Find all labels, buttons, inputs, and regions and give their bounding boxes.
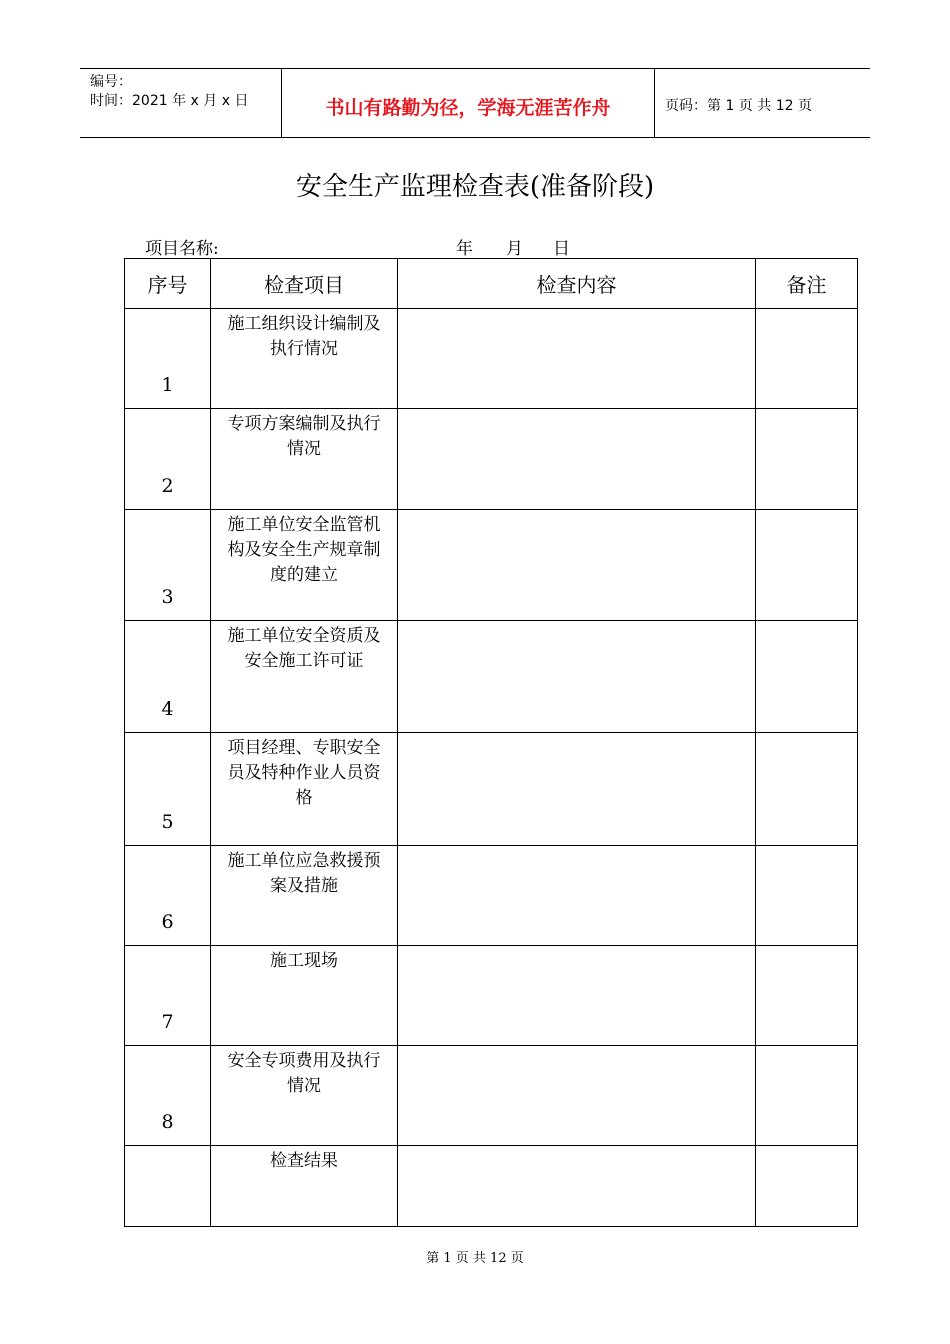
check-item-cell: 安全专项费用及执行情况 <box>211 1046 398 1146</box>
table-row <box>125 846 858 946</box>
table-body <box>125 309 858 1227</box>
remark-cell[interactable] <box>756 733 858 846</box>
check-item-cell: 专项方案编制及执行情况 <box>211 409 398 510</box>
row-number-cell <box>125 733 211 846</box>
row-number-cell <box>125 510 211 621</box>
inspection-table <box>124 258 858 1227</box>
table-row <box>125 1046 858 1146</box>
row-number-cell <box>125 1046 211 1146</box>
row-number: 4 <box>161 698 174 720</box>
table-header-row <box>125 259 858 309</box>
day-label: 日 <box>553 239 570 259</box>
month-label: 月 <box>506 239 523 259</box>
check-content-cell[interactable] <box>398 1046 756 1146</box>
row-number: 3 <box>161 586 174 608</box>
table-row <box>125 409 858 510</box>
project-name-label: 项目名称: <box>145 239 219 259</box>
row-number-cell <box>125 621 211 733</box>
table-row <box>125 309 858 409</box>
table-row <box>125 1146 858 1227</box>
table-row <box>125 621 858 733</box>
check-item-cell: 施工单位安全资质及安全施工许可证 <box>211 621 398 733</box>
check-content-cell[interactable] <box>398 946 756 1046</box>
column-header-remark: 备注 <box>756 259 858 309</box>
check-content-cell[interactable] <box>398 621 756 733</box>
remark-cell[interactable] <box>756 846 858 946</box>
check-item-cell: 检查结果 <box>211 1146 398 1227</box>
remark-cell[interactable] <box>756 1046 858 1146</box>
table-row <box>125 946 858 1046</box>
row-number: 1 <box>161 374 174 396</box>
document-title: 安全生产监理检查表(准备阶段) <box>295 172 655 202</box>
remark-cell[interactable] <box>756 946 858 1046</box>
header-slogan: 书山有路勤为径，学海无涯苦作舟 <box>325 97 611 119</box>
check-content-cell[interactable] <box>398 733 756 846</box>
check-content-cell[interactable] <box>398 846 756 946</box>
time-text: 时间：2021 年 x 月 x 日 <box>90 93 249 109</box>
page-footer: 第 1 页 共 12 页 <box>426 1251 524 1266</box>
header-page-info: 页码：第 1 页 共 12 页 <box>665 98 812 114</box>
header-left <box>90 73 248 111</box>
column-header-item: 检查项目 <box>211 259 398 309</box>
year-label: 年 <box>456 239 473 259</box>
check-item-cell: 施工现场 <box>211 946 398 1046</box>
page-header <box>80 68 870 138</box>
check-item-cell: 施工组织设计编制及执行情况 <box>211 309 398 409</box>
column-header-no: 序号 <box>125 259 211 309</box>
remark-cell[interactable] <box>756 621 858 733</box>
remark-cell[interactable] <box>756 309 858 409</box>
header-divider <box>654 69 655 137</box>
row-number: 8 <box>161 1111 174 1133</box>
column-header-content: 检查内容 <box>398 259 756 309</box>
row-number: 5 <box>161 811 174 833</box>
check-content-cell[interactable] <box>398 409 756 510</box>
code-label: 编号： <box>90 74 132 90</box>
row-number-cell <box>125 409 211 510</box>
check-content-cell[interactable] <box>398 309 756 409</box>
row-number: 2 <box>161 475 174 497</box>
table-row <box>125 510 858 621</box>
check-content-cell[interactable] <box>398 510 756 621</box>
remark-cell[interactable] <box>756 510 858 621</box>
row-number-cell <box>125 946 211 1046</box>
remark-cell[interactable] <box>756 409 858 510</box>
check-item-cell: 施工单位安全监管机构及安全生产规章制度的建立 <box>211 510 398 621</box>
table-row <box>125 733 858 846</box>
row-number-cell <box>125 1146 211 1227</box>
check-item-cell: 项目经理、专职安全员及特种作业人员资格 <box>211 733 398 846</box>
check-content-cell[interactable] <box>398 1146 756 1227</box>
check-item-cell: 施工单位应急救援预案及措施 <box>211 846 398 946</box>
row-number-cell <box>125 846 211 946</box>
row-number: 7 <box>161 1011 174 1033</box>
row-number: 6 <box>161 911 174 933</box>
row-number-cell <box>125 309 211 409</box>
remark-cell[interactable] <box>756 1146 858 1227</box>
